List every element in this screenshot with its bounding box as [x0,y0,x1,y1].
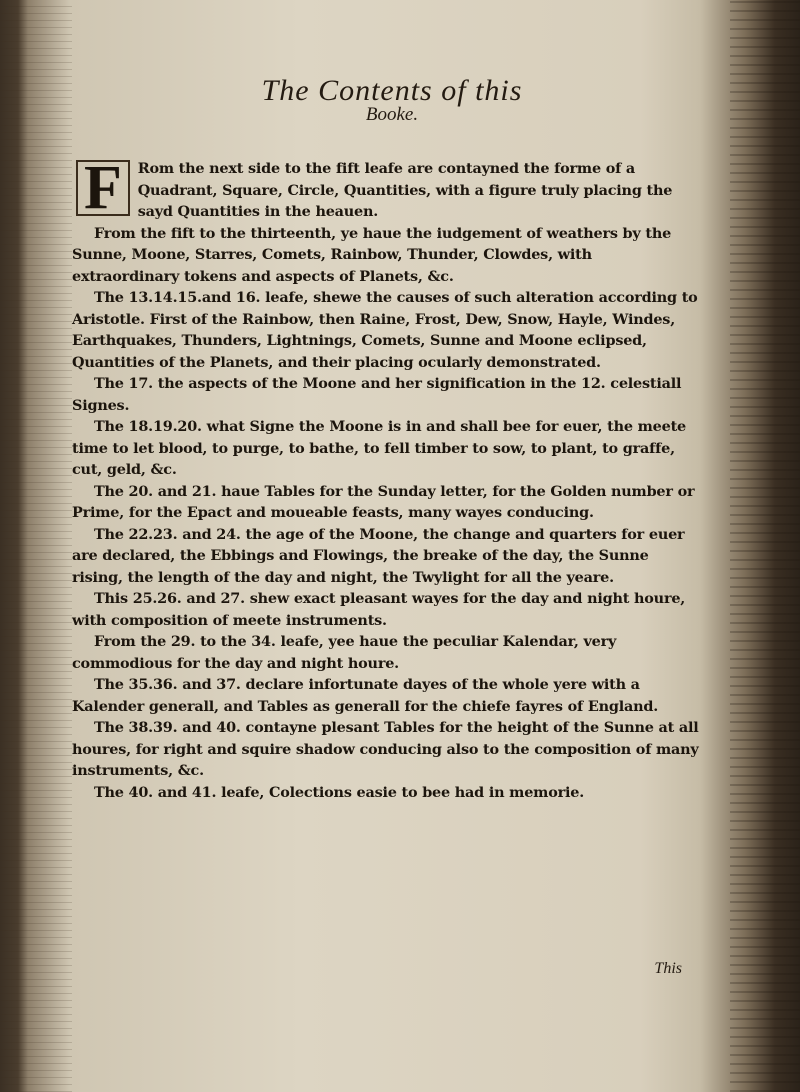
paragraph: This 25.26. and 27. shew exact pleasant wayes for the day and night houre, with composition of meete instruments. [72,590,686,629]
printed-page [72,60,712,1020]
catchword: This [654,960,682,977]
paragraph: The 38.39. and 40. contayne plesant Tables for the height of the Sunne at all houres, for right and squire shadow conducing also to the composition of many instruments, &c. [72,719,699,779]
left-page-edge [0,0,72,1092]
paragraph: The 40. and 41. leafe, Colections easie to bee had in memorie. [94,783,585,801]
right-page-edges [730,0,800,1092]
paragraph: From the fift to the thirteenth, ye haue the iudgement of weathers by the Sunne, Moone, Starres, Comets, Rainbow, Thunder, Clowdes, with extraordinary tokens and aspects of Planets, &c. [72,224,672,285]
paragraph: The 20. and 21. haue Tables for the Sunday letter, for the Golden number or Prime, for the Epact and moueable feasts, many wayes conducing. [72,482,695,521]
drop-cap: F [76,160,130,216]
paragraph-text: Rom the next side to the fift leafe are contayned the forme of a Quadrant, Square, Circle, Quantities, with a figure truly placing the sayd Quantities in the heauen. [137,160,673,220]
contents-text [72,154,700,803]
paragraph: The 17. the aspects of the Moone and her signification in the 12. celestiall Signes. [72,375,682,414]
paragraph: From the 29. to the 34. leafe, yee haue the peculiar Kalendar, very commodious for the day and night houre. [72,633,617,672]
page-title: The Contents of this [261,74,523,107]
paragraph: The 35.36. and 37. declare infortunate dayes of the whole yere with a Kalender generall, and Tables as generall for the chiefe fayres of England. [72,676,659,715]
paragraph: The 22.23. and 24. the age of the Moone, the change and quarters for euer are declared, the Ebbings and Flowings, the breake of the day, the Sunne rising, the length of the day and night, the Twylight for all the yeare. [72,525,685,586]
paragraph: The 18.19.20. what Signe the Moone is in and shall bee for euer, the meete time to let blood, to purge, to bathe, to fell timber to sow, to plant, to graffe, cut, geld, &c. [72,418,686,478]
page-subtitle: Booke. [365,104,419,125]
paragraph [72,154,700,223]
paragraph: The 13.14.15.and 16. leafe, shewe the causes of such alteration according to Aristotle. First of the Rainbow, then Raine, Frost, Dew, Snow, Hayle, Windes, Earthquakes, Thunders, Lightnings, Comets, Sunne and Moone eclipsed, Quantities of the Planets, and their placing ocularly demonstrated. [72,289,698,371]
